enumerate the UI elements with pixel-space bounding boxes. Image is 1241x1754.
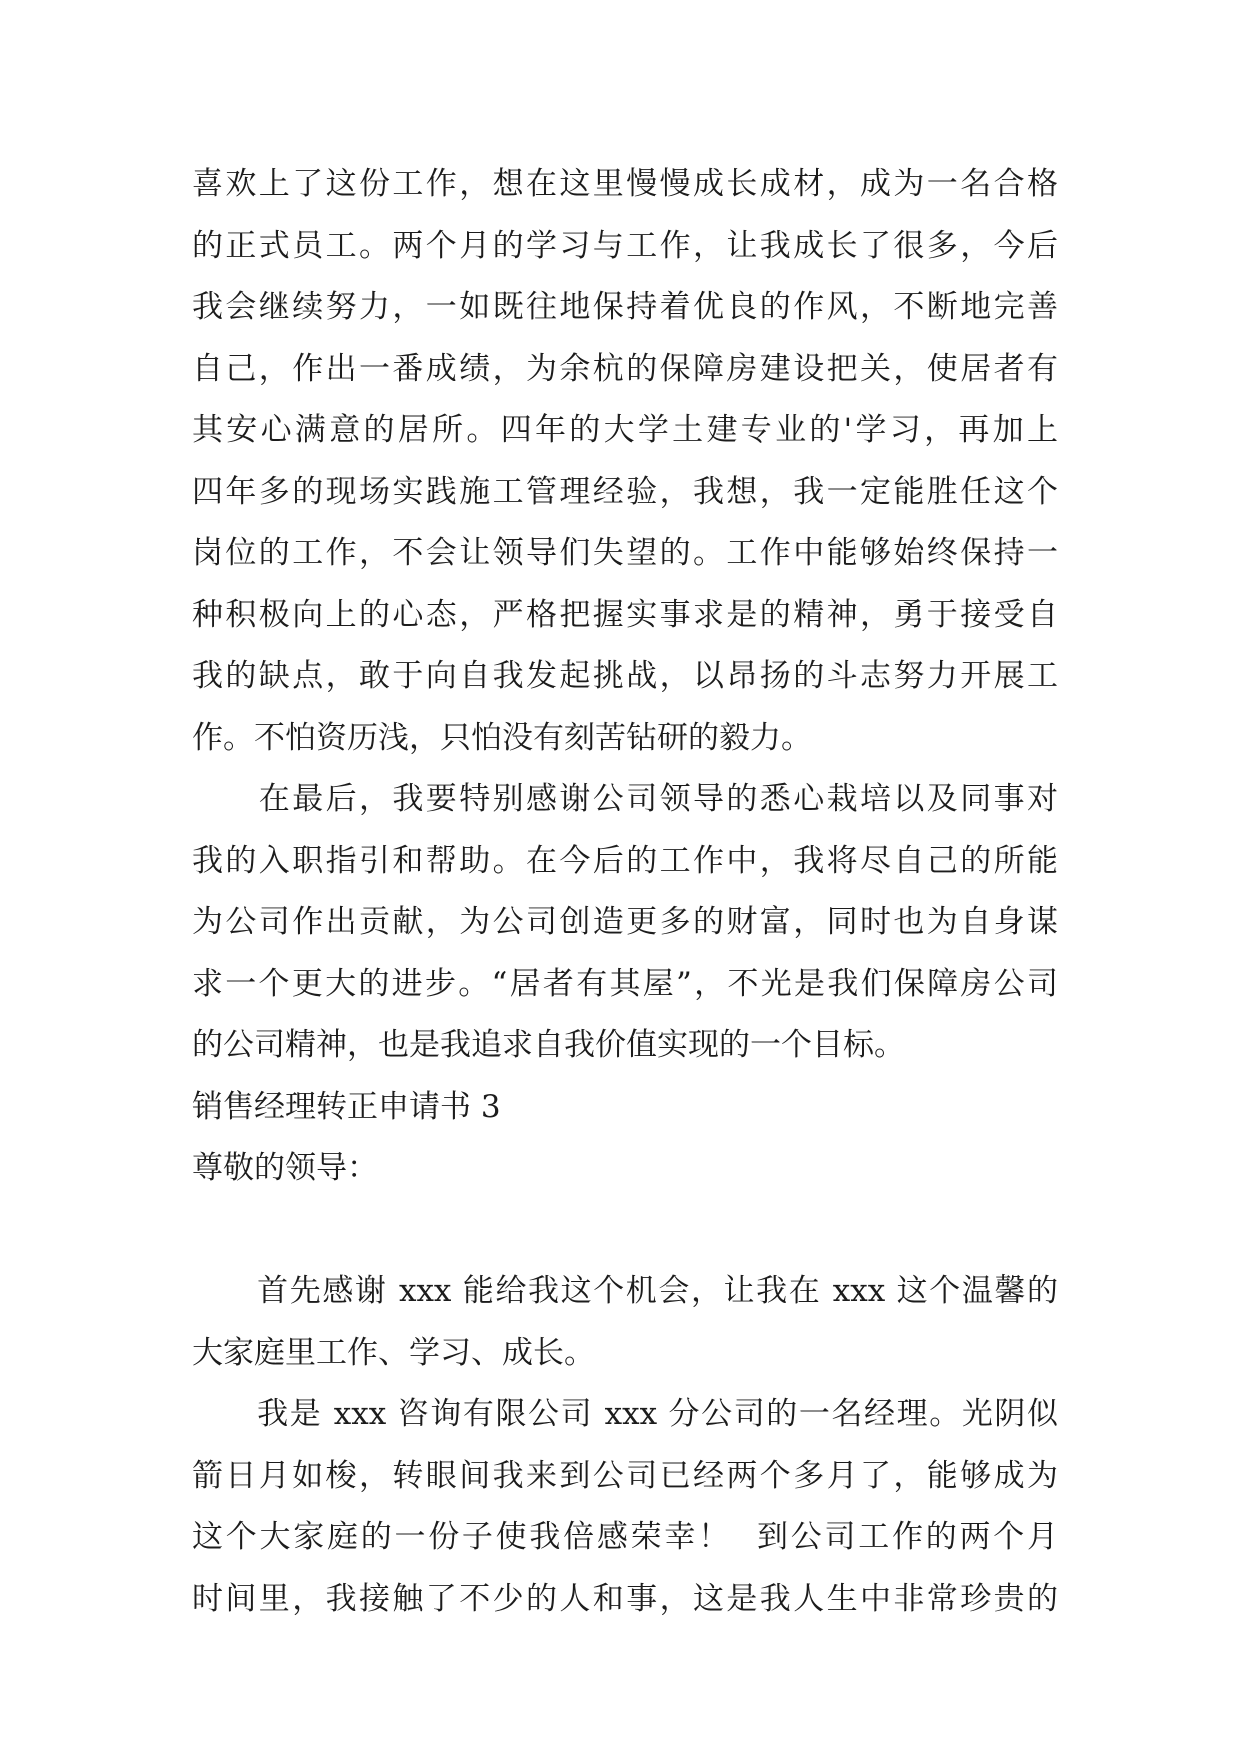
section-heading: 销售经理转正申请书 3 [192,1088,501,1125]
document-body [192,154,1058,1630]
text-line: 的正式员工。两个月的学习与工作，让我成长了很多，今后 [192,227,1058,264]
paragraph-3 [192,1261,1058,1384]
text-line: 我是 xxx 咨询有限公司 xxx 分公司的一名经理。光阴似 [192,1396,1058,1432]
paragraph-2 [192,769,1058,1077]
text-line: 我的缺点，敢于向自我发起挑战，以昂扬的斗志努力开展工 [192,658,1058,694]
text-line: 种积极向上的心态，严格把握实事求是的精神，勇于接受自 [192,596,1058,633]
text-line: 其安心满意的居所。四年的大学土建专业的'学习，再加上 [192,412,1058,448]
text-line: 作。不怕资历浅，只怕没有刻苦钻研的毅力。 [192,719,812,756]
text-line: 在最后，我要特别感谢公司领导的悉心栽培以及同事对 [192,781,1058,817]
text-line: 我会继续努力，一如既往地保持着优良的作风，不断地完善 [192,289,1058,325]
text-line: 首先感谢 xxx 能给我这个机会，让我在 xxx 这个温馨的 [192,1273,1058,1309]
text-line: 我的入职指引和帮助。在今后的工作中，我将尽自己的所能 [192,842,1058,879]
text-line: 时间里，我接触了不少的人和事，这是我人生中非常珍贵的 [192,1580,1058,1617]
text-line: 大家庭里工作、学习、成长。 [192,1334,595,1371]
text-line: 箭日月如梭，转眼间我来到公司已经两个多月了，能够成为 [192,1457,1058,1494]
text-line: 为公司作出贡献，为公司创造更多的财富，同时也为自身谋 [192,904,1058,940]
paragraph-1 [192,154,1058,769]
paragraph-4 [192,1384,1058,1630]
text-line: 喜欢上了这份工作，想在这里慢慢成长成材，成为一名合格 [192,166,1058,202]
text-line: 四年多的现场实践施工管理经验，我想，我一定能胜任这个 [192,473,1058,510]
text-line: 岗位的工作，不会让领导们失望的。工作中能够始终保持一 [192,535,1058,571]
salutation: 尊敬的领导： [192,1150,378,1186]
text-line: 自己，作出一番成绩，为余杭的保障房建设把关，使居者有 [192,350,1058,387]
text-line: 的公司精神，也是我追求自我价值实现的一个目标。 [192,1027,905,1063]
text-line: 求一个更大的进步。“居者有其屋”，不光是我们保障房公司 [192,965,1058,1002]
blank-line [192,1200,1058,1262]
text-line: 这个大家庭的一份子使我倍感荣幸！ 到公司工作的两个月 [192,1519,1058,1555]
